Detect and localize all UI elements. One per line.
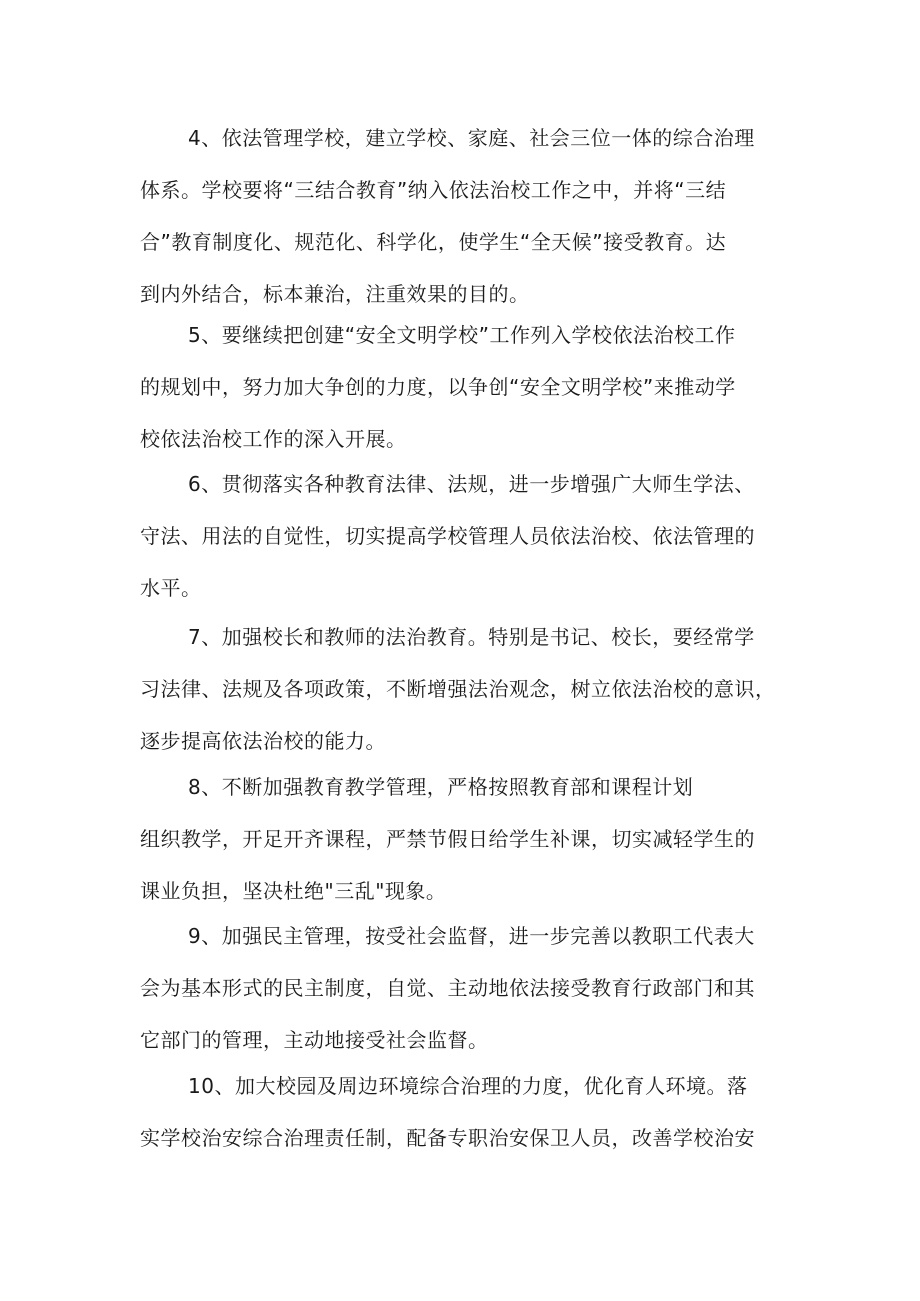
paragraph-line: 会为基本形式的民主制度，自觉、主动地依法接受教育行政部门和其 [140,976,755,1000]
paragraph-line: 逐步提高依法治校的能力。 [140,729,386,753]
paragraph-item-10 [140,1060,790,1164]
paragraph-line: 8、不断加强教育教学管理，严格按照教育部和课程计划 [188,775,694,799]
paragraph-item-5 [140,309,790,465]
paragraph-line: 体系。学校要将“三结合教育”纳入依法治校工作之中，并将“三结 [140,178,727,202]
paragraph-line: 实学校治安综合治理责任制，配备专职治安保卫人员，改善学校治安 [140,1126,755,1150]
paragraph-line: 它部门的管理，主动地接受社会监督。 [140,1028,489,1052]
paragraph-line: 课业负担，坚决杜绝"三乱"现象。 [140,879,447,903]
paragraph-line: 10、加大校园及周边环境综合治理的力度，优化育人环境。落 [188,1074,748,1098]
paragraph-line: 水平。 [140,576,202,600]
paragraph-line: 到内外结合，标本兼治，注重效果的目的。 [140,282,530,306]
paragraph-line: 5、要继续把创建“安全文明学校”工作列入学校依法治校工作 [188,323,736,347]
paragraph-line: 7、加强校长和教师的法治教育。特别是书记、校长，要经常学 [188,625,755,649]
paragraph-item-6 [140,458,790,614]
paragraph-line: 6、贯彻落实各种教育法律、法规，进一步增强广大师生学法、 [188,472,755,496]
paragraph-item-8 [140,761,790,917]
paragraph-line: 的规划中，努力加大争创的力度，以争创“安全文明学校”来推动学 [140,375,736,399]
paragraph-line: 合”教育制度化、规范化、科学化，使学生“全天候”接受教育。达 [140,230,727,254]
paragraph-line: 4、依法管理学校，建立学校、家庭、社会三位一体的综合治理 [188,126,755,150]
paragraph-item-9 [140,910,790,1066]
paragraph-line: 校依法治校工作的深入开展。 [140,427,407,451]
paragraph-item-4 [140,112,790,320]
paragraph-item-7 [140,611,790,767]
paragraph-line: 守法、用法的自觉性，切实提高学校管理人员依法治校、依法管理的 [140,524,755,548]
paragraph-line: 习法律、法规及各项政策，不断增强法治观念，树立依法治校的意识， [140,677,776,701]
paragraph-line: 组织教学，开足开齐课程，严禁节假日给学生补课，切实减轻学生的 [140,827,755,851]
paragraph-line: 9、加强民主管理，按受社会监督，进一步完善以教职工代表大 [188,924,755,948]
